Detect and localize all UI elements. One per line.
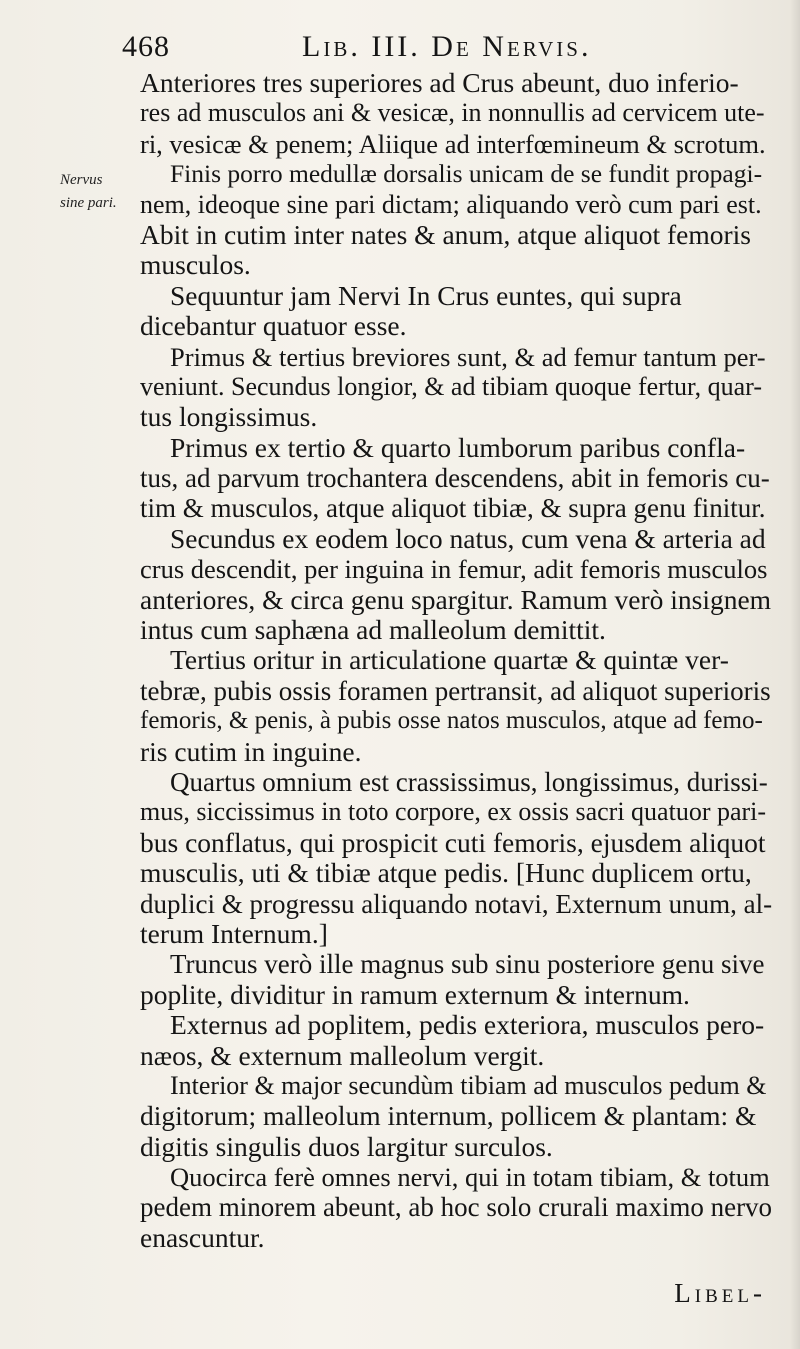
text-line: Secundus ex eodem loco natus, cum vena & arteria ad xyxy=(170,522,766,554)
text-line: digitorum; malleolum internum, pollicem & plantam: & xyxy=(140,1100,757,1132)
text-line: musculis, uti & tibiæ atque pedis. [Hunc duplicem ortu, xyxy=(140,857,752,889)
text-line: ri, vesicæ & penem; Aliique ad interfœmineum & scrotum. xyxy=(140,128,766,159)
text-line: ris cutim in inguine. xyxy=(140,735,362,767)
text-line: tim & musculos, atque aliquot tibiæ, & supra genu finitur. xyxy=(140,493,766,524)
text-line: Truncus verò ille magnus sub sinu posteriore genu sive xyxy=(170,949,765,980)
text-line: tebræ, pubis ossis foramen pertransit, ad aliquot superioris xyxy=(140,675,771,706)
text-line: Abit in cutim inter nates & anum, atque aliquot femoris xyxy=(140,218,751,250)
text-line: dicebantur quatuor esse. xyxy=(140,310,407,342)
text-line: nem, ideoque sine pari dictam; aliquando verò cum pari est. xyxy=(140,189,762,219)
text-line: Primus & tertius breviores sunt, & ad femur tantum per- xyxy=(170,341,766,372)
text-line: terum Internum.] xyxy=(140,917,328,949)
text-line: veniunt. Secundus longior, & ad tibiam quoque fertur, quar- xyxy=(140,371,762,401)
text-line: næos, & externum malleolum vergit. xyxy=(140,1039,545,1071)
text-line: tus longissimus. xyxy=(140,401,318,433)
text-line: anteriores, & circa genu spargitur. Ramum verò insignem xyxy=(140,583,772,615)
text-line: Interior & major secundùm tibiam ad musculos pedum & xyxy=(170,1070,767,1100)
text-line: bus conflatus, qui prospicit cuti femoris, ejusdem aliquot xyxy=(140,826,766,858)
text-line: duplici & progressu aliquando notavi, Externum unum, al- xyxy=(140,888,773,919)
text-line: Anteriores tres superiores ad Crus abeunt, duo inferio- xyxy=(140,67,739,98)
text-line: intus cum saphæna ad malleolum demittit. xyxy=(140,614,606,646)
text-line: poplite, dividitur in ramum externum & internum. xyxy=(140,978,690,1010)
text-line: Tertius oritur in articulatione quartæ & quintæ ver- xyxy=(170,644,729,676)
running-title: Lib. III. De Nervis. xyxy=(302,30,592,63)
text-line: femoris, & penis, à pubis osse natos musculos, atque ad femo- xyxy=(140,707,763,735)
text-line: digitis singulis duos largitur surculos. xyxy=(140,1130,553,1162)
text-line: enascuntur. xyxy=(140,1221,265,1253)
text-line: musculos. xyxy=(140,249,251,281)
page-edge-shadow xyxy=(790,0,800,1349)
text-line: Primus ex tertio & quarto lumborum paribus confla- xyxy=(170,431,746,463)
marginal-note-1: Nervus xyxy=(60,172,103,188)
text-line: Externus ad poplitem, pedis exteriora, musculos pero- xyxy=(170,1009,765,1041)
marginal-note-2: sine pari. xyxy=(60,195,117,211)
body-text xyxy=(140,68,772,1253)
text-line: Quocirca ferè omnes nervi, qui in totam tibiam, & totum xyxy=(170,1162,770,1193)
text-line: tus, ad parvum trochantera descendens, abit in femoris cu- xyxy=(140,463,770,494)
text-line: mus, siccissimus in toto corpore, ex ossis sacri quatuor pari- xyxy=(140,797,767,827)
text-line: Quartus omnium est crassissimus, longissimus, durissi- xyxy=(170,766,768,797)
text-line: res ad musculos ani & vesicæ, in nonnullis ad cervicem ute- xyxy=(140,98,765,128)
text-line: Sequuntur jam Nervi In Crus euntes, qui supra xyxy=(170,279,682,311)
catchword: Libel- xyxy=(674,1278,766,1308)
text-line: crus descendit, per inguina in femur, adit femoris musculos xyxy=(140,554,768,585)
text-line: Finis porro medullæ dorsalis unicam de se fundit propagi- xyxy=(170,159,763,189)
page-number: 468 xyxy=(122,30,170,63)
page-header xyxy=(122,30,742,70)
text-line: pedem minorem abeunt, ab hoc solo crurali maximo nervo xyxy=(140,1192,773,1223)
